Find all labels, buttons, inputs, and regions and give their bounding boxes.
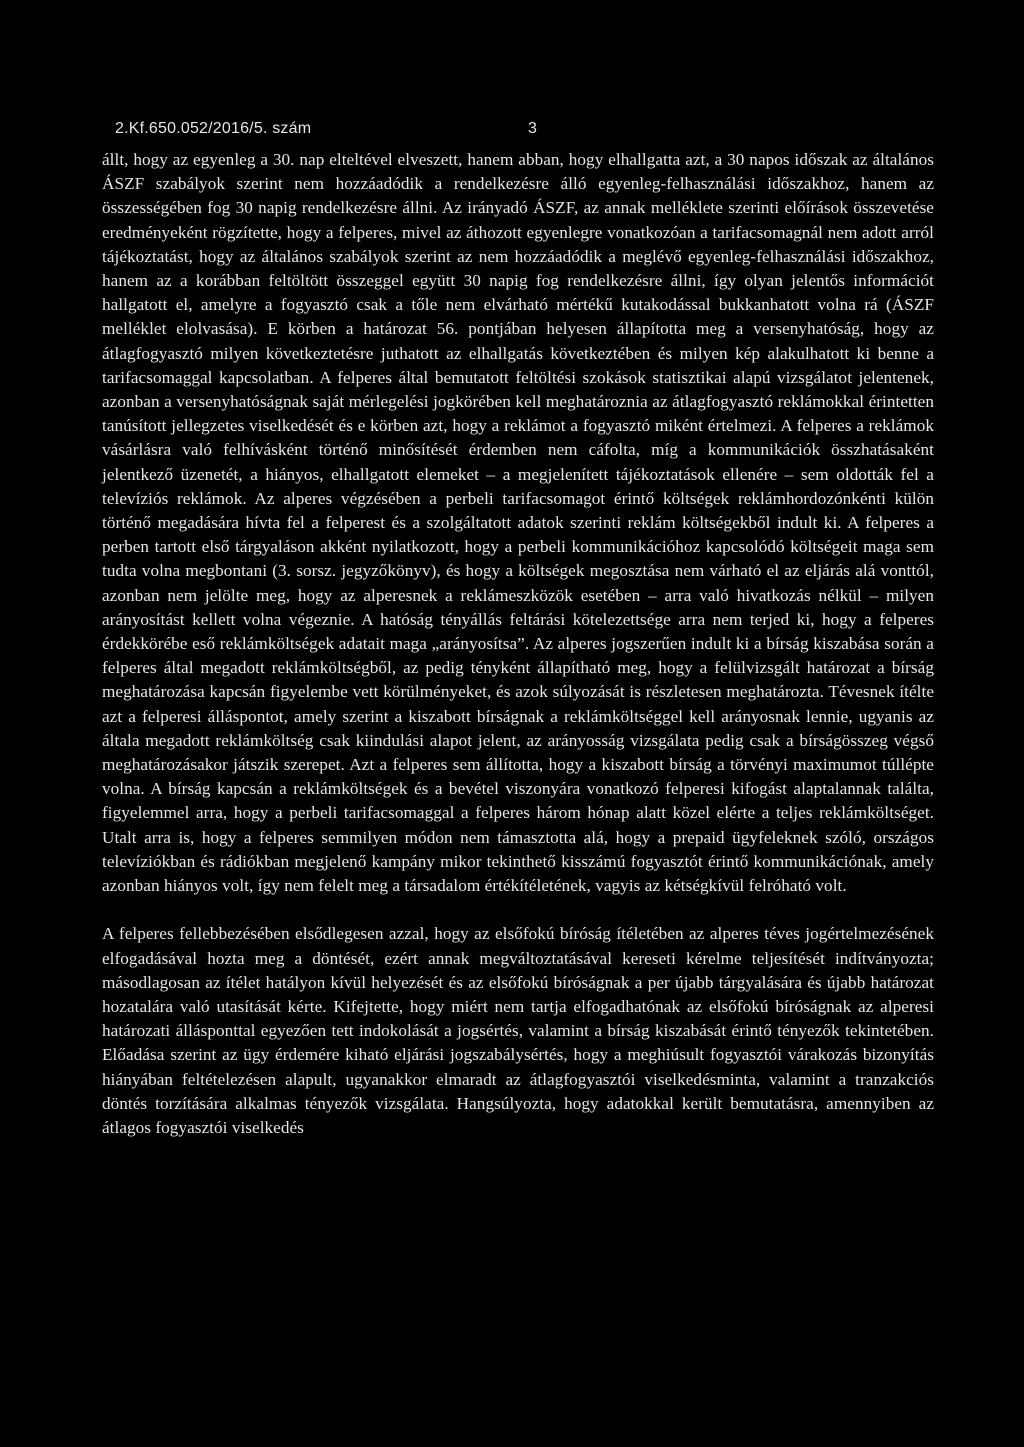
page-header (115, 120, 538, 144)
page-number: 3 (528, 120, 538, 137)
document-body (102, 148, 934, 1140)
paragraph-plaintiff-appeal: A felperes fellebbezésében elsődlegesen azzal, hogy az elsőfokú bíróság ítéletében az alperes téves jogértelmezésének elfogadásával hozta meg a döntését, ezért annak megváltoztatásával kereseti kérelme teljesítését indítványozta; másodlagosan az ítélet hatályon kívül helyezését és az elsőfokú bíróságnak a per újabb tárgyalására és újabb határozat hozatalára való utasítását kérte. Kifejtette, hogy miért nem tartja elfogadhatónak az elsőfokú bíróságnak az alperesi határozati állásponttal egyezően tett indokolását a jogsértés, valamint a bírság kiszabását érintő tényezők tekintetében. Előadása szerint az ügy érdemére kiható eljárási jogszabálysértés, hogy a meghiúsult fogyasztói várakozás bizonyítás hiányában feltételezésen alapult, ugyanakkor elmaradt az átlagfogyasztói viselkedésminta, valamint a tranzakciós döntés torzítására alkalmas tényezők vizsgálata. Hangsúlyozta, hogy adatokkal került bemutatásra, amennyiben az átlagos fogyasztói viselkedés (102, 924, 934, 1137)
case-reference-number: 2.Kf.650.052/2016/5. szám (115, 120, 312, 137)
paragraph-first-instance-reasoning: állt, hogy az egyenleg a 30. nap elteltével elveszett, hanem abban, hogy elhallgatta azt, a 30 napos időszak az általános ÁSZF szabályok szerint nem hozzáadódik a rendelkezésre álló egyenleg-felhasználási időszakhoz, hanem az összességében fog 30 napig rendelkezésre állni. Az irányadó ÁSZF, az annak melléklete szerinti előírások összevetése eredményeként rögzítette, hogy a felperes, mivel az áthozott egyenlegre vonatkozóan a tarifacsomagnál nem adott arról tájékoztatást, hogy az általános szabályok szerint az nem hozzáadódik a meglévő egyenleg-felhasználási időszakhoz, hanem az a korábban feltöltött összeggel együtt 30 napig fog rendelkezésre állni, így olyan jelentős információt hallgatott el, amelyre a fogyasztó csak a tőle nem elvárható mértékű kutakodással bukkanhatott volna rá (ÁSZF melléklet elolvasása). E körben a határozat 56. pontjában helyesen állapította meg a versenyhatóság, hogy az átlagfogyasztó milyen következtetésre juthatott az elhallgatás következtében és milyen kép alakulhatott ki benne a tarifacsomaggal kapcsolatban. A felperes által bemutatott feltöltési szokások statisztikai alapú vizsgálatot jelentenek, azonban a versenyhatóságnak saját mérlegelési jogkörében kell meghatároznia az átlagfogyasztó reklámokkal érintetten tanúsított jellegzetes viselkedését és e körben azt, hogy a reklámot a fogyasztó miként értelmezi. A felperes a reklámok vásárlásra való felhívásként történő minősítését érdemben nem cáfolta, míg a kommunikációk összhatásaként jelentkező üzenetét, a hiányos, elhallgatott elemeket – a megjelenített tájékoztatások ellenére – sem oldották fel a televíziós reklámok. Az alperes végzésében a perbeli tarifacsomagot érintő költségek reklámhordozónkénti külön történő megadására hívta fel a felperest és a szolgáltatott adatok szerinti reklám költségekből indult ki. A felperes a perben tartott első tárgyaláson akként nyilatkozott, hogy a perbeli kommunikációhoz kapcsolódó költségeit maga sem tudta volna megbontani (3. sorsz. jegyzőkönyv), és hogy a költségek megosztása nem várható el az eljárás alá vonttól, azonban nem jelölte meg, hogy az alperesnek a reklámeszközök esetében – arra való hivatkozás nélkül – milyen arányosítást kellett volna végeznie. A hatóság tényállás feltárási kötelezettsége arra nem terjed ki, hogy a felperes érdekkörébe eső reklámköltségek adatait maga „arányosítsa”. Az alperes jogszerűen indult ki a bírság kiszabása során a felperes által megadott reklámköltségből, az pedig tényként állapítható meg, hogy a felülvizsgált határozat a bírság meghatározása kapcsán figyelembe vett körülményeket, és azok súlyozását is részletesen meghatározta. Tévesnek ítélte azt a felperesi álláspontot, amely szerint a kiszabott bírságnak a reklámköltséggel kell arányosnak lennie, ugyanis az általa megadott reklámköltség csak kiindulási alapot jelent, az arányosság vizsgálata pedig csak a bírságösszeg végső meghatározásakor játszik szerepet. Azt a felperes sem állította, hogy a kiszabott bírság a törvényi maximumot túllépte volna. A bírság kapcsán a reklámköltségek és a bevétel viszonyára vonatkozó felperesi kifogást alaptalannak találta, figyelemmel arra, hogy a perbeli tarifacsomaggal a felperes három hónap alatt közel elérte a teljes reklámköltséget. Utalt arra is, hogy a felperes semmilyen módon nem támasztotta alá, hogy a prepaid ügyfeleknek szóló, országos televíziókban és rádiókban megjelenő kampány mikor tekinthető kisszámú fogyasztót érintő kommunikációnak, amely azonban hiányos volt, így nem felelt meg a társadalom értékítéletének, vagyis az kétségkívül felróható volt. (102, 150, 934, 896)
